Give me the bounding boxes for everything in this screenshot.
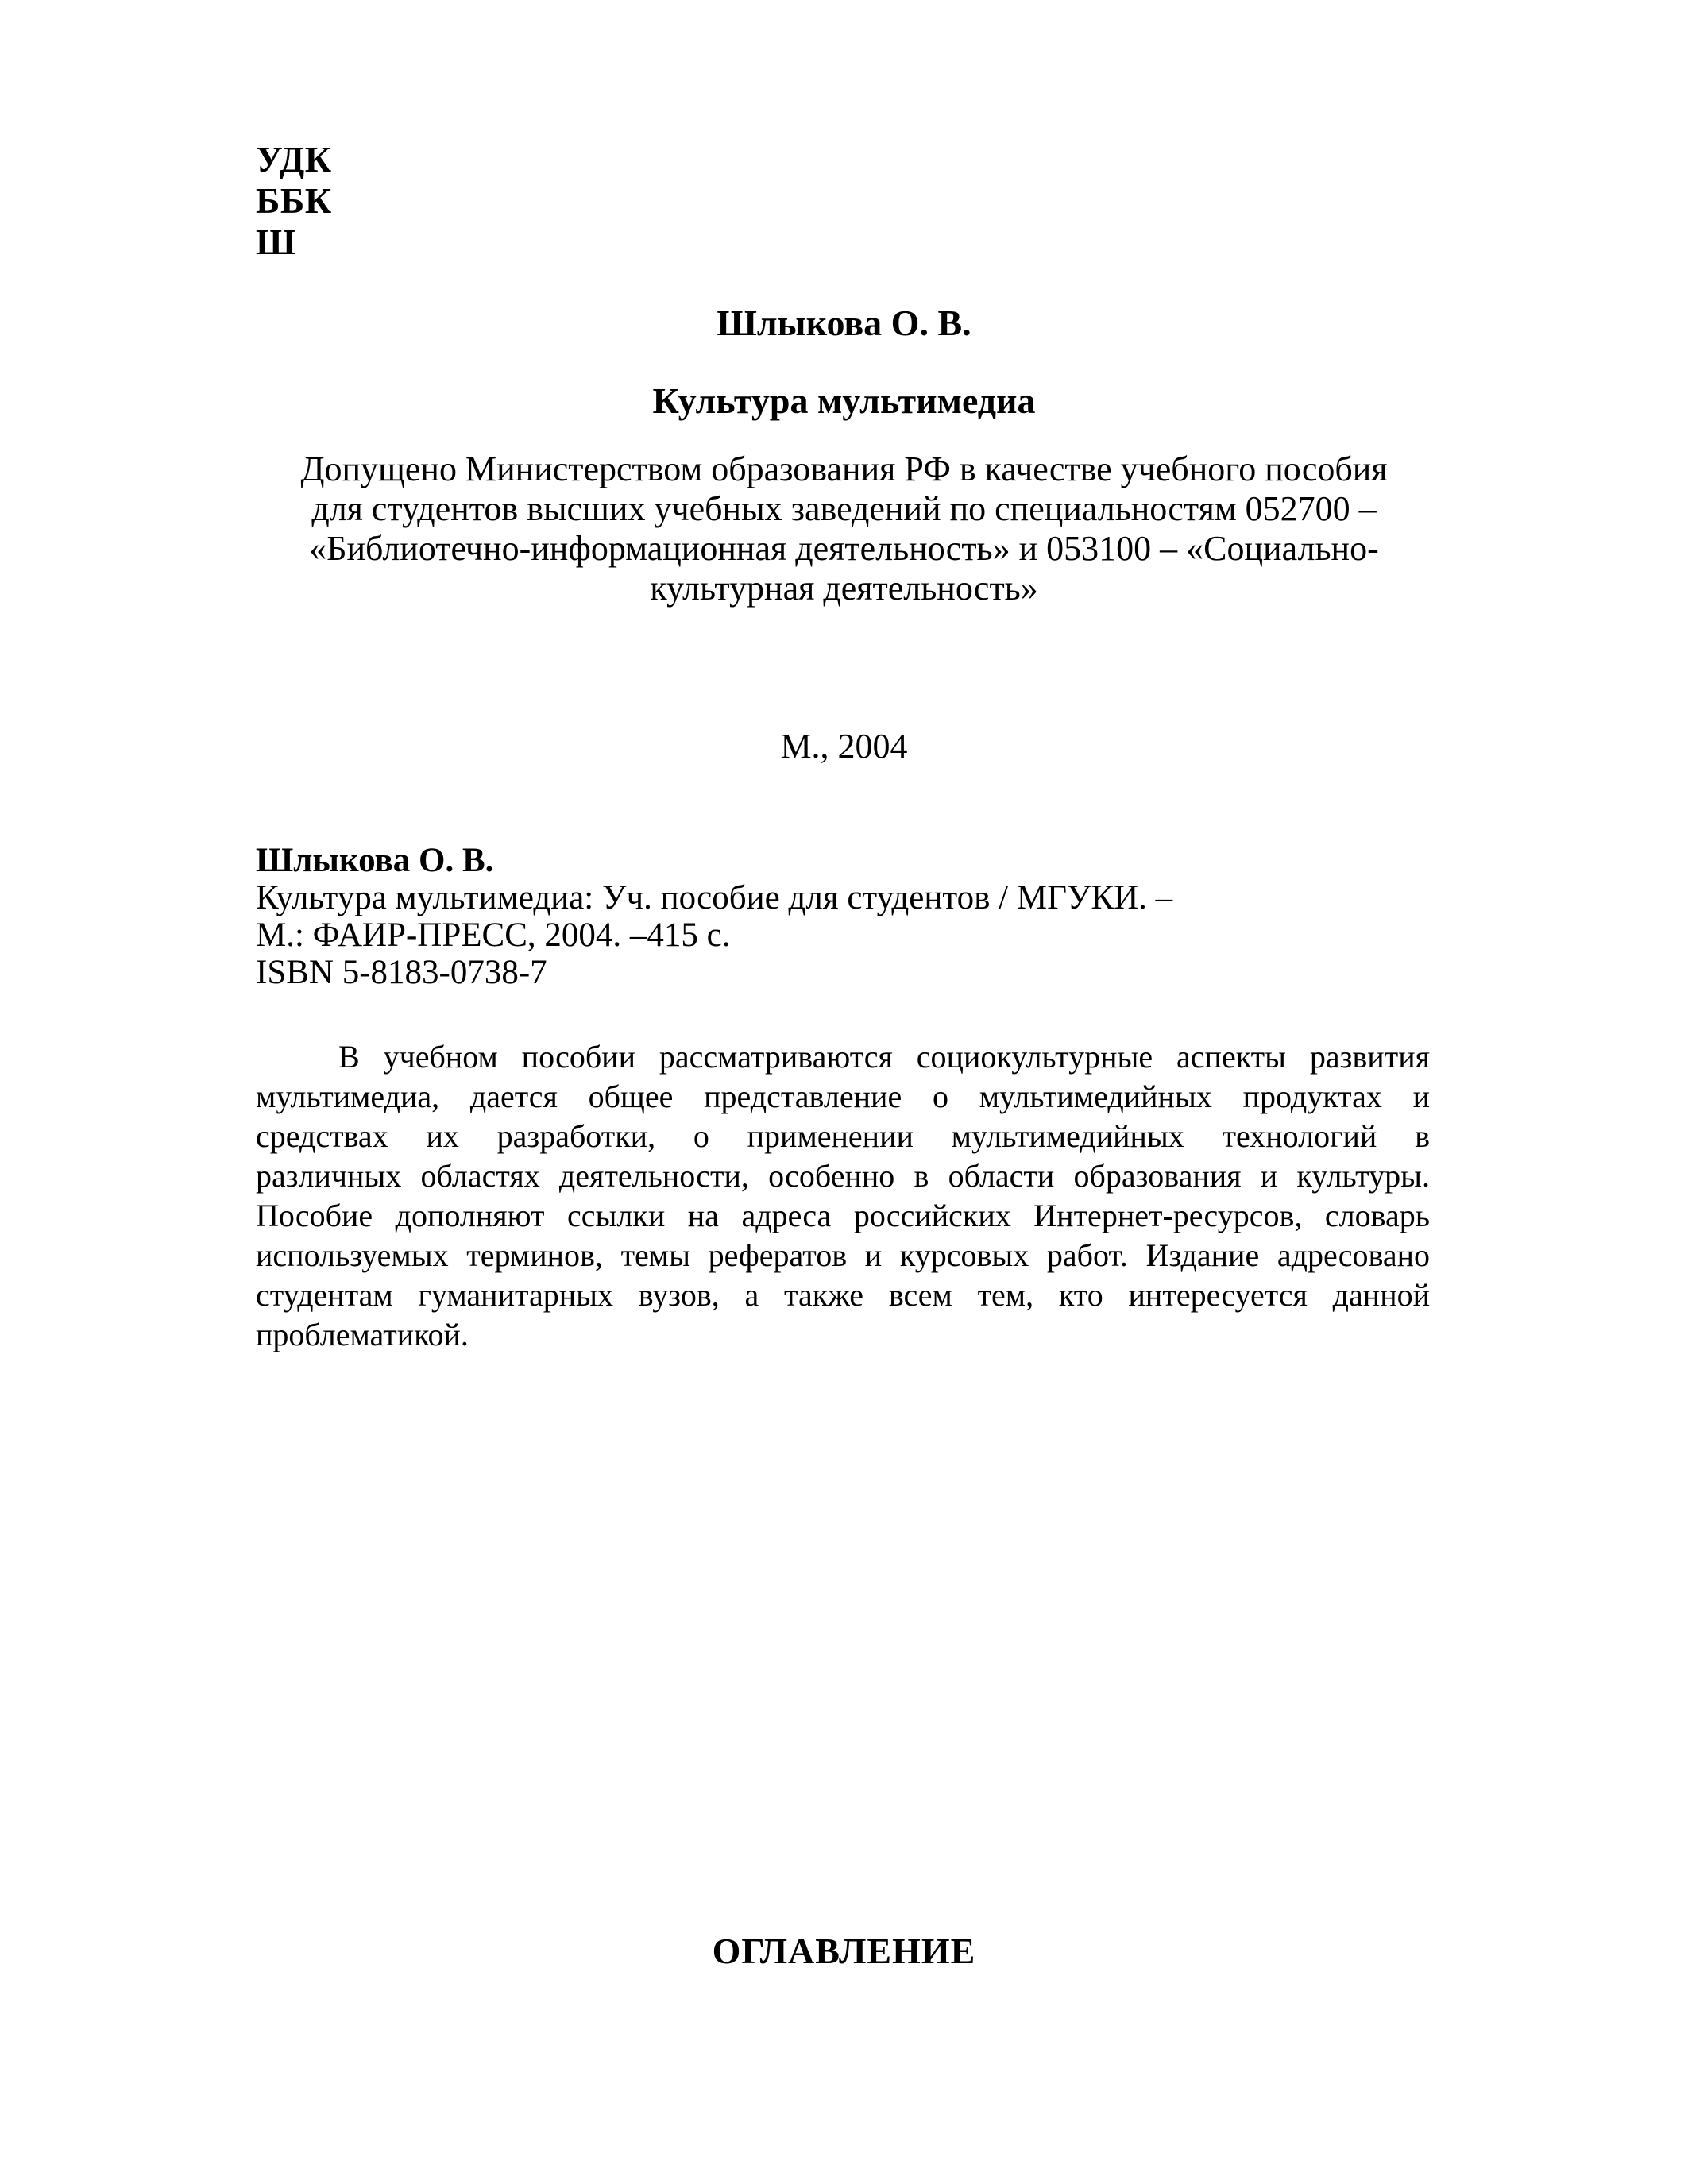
biblio-publisher: М.: ФАИР-ПРЕСС, 2004. –415 с. [256, 916, 731, 954]
udk-line: УДК [256, 139, 332, 179]
biblio-author: Шлыкова О. В. [256, 842, 494, 879]
annotation-line: Пособие дополняют ссылки на адреса российских Интернет-ресурсов, словарь [256, 1198, 1430, 1233]
book-title: Культура мультимедиа [652, 380, 1036, 421]
bbk-line: ББК [256, 180, 332, 221]
annotation-line: студентам гуманитарных вузов, а также всем тем, кто интересуется данной [256, 1277, 1430, 1313]
annotation-paragraph [256, 1037, 1430, 1355]
approval-line: культурная деятельность» [650, 569, 1038, 608]
approval-line: Допущено Министерством образования РФ в качестве учебного пособия [300, 450, 1388, 488]
bibliographic-record [256, 842, 1431, 991]
annotation-line: различных областях деятельности, особенно в области образования и культуры. [256, 1158, 1430, 1194]
annotation-line: средствах их разработки, о применении мультимедийных технологий в [256, 1118, 1430, 1154]
approval-line: «Библиотечно-информационная деятельность» и 053100 – «Социально- [309, 529, 1379, 568]
approval-line: для студентов высших учебных заведений по специальностям 052700 – [311, 489, 1377, 528]
sh-line: Ш [256, 222, 297, 262]
annotation-line: используемых терминов, темы рефератов и курсовых работ. Издание адресовано [256, 1237, 1430, 1273]
table-of-contents-heading: ОГЛАВЛЕНИЕ [712, 1931, 976, 1971]
biblio-description: Культура мультимедиа: Уч. пособие для студентов / МГУКИ. – [256, 879, 1173, 916]
imprint-place-year: М., 2004 [780, 727, 908, 766]
biblio-isbn: ISBN 5-8183-0738-7 [256, 954, 547, 991]
author-heading: Шлыкова О. В. [717, 303, 971, 343]
approval-statement [0, 450, 1688, 608]
annotation-line: В учебном пособии рассматриваются социокультурные аспекты развития [338, 1039, 1430, 1075]
annotation-line: проблематикой. [256, 1317, 469, 1352]
annotation-line: мультимедиа, дается общее представление о мультимедийных продуктах и [256, 1078, 1430, 1114]
udk-classification-block [256, 139, 332, 263]
